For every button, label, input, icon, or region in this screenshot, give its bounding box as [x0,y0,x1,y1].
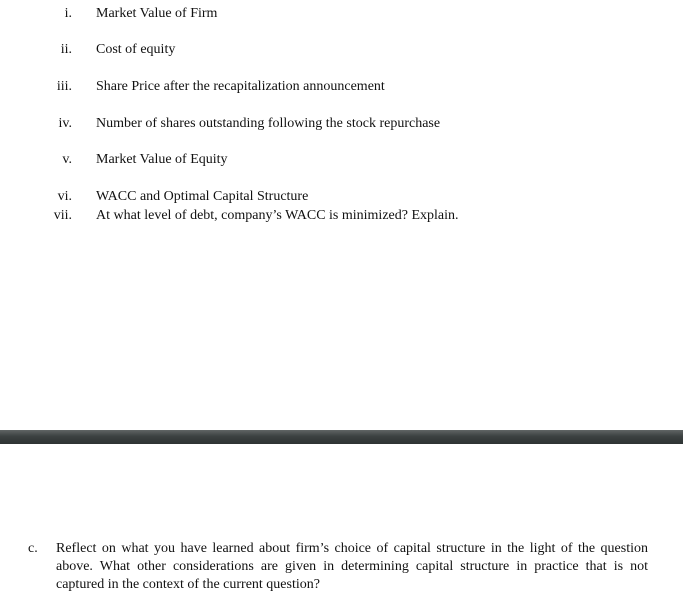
list-item [0,40,683,60]
list-item [0,4,683,24]
item-text: At what level of debt, company’s WACC is minimized? Explain. [96,208,459,223]
list-item [0,114,683,134]
list-item [0,206,683,226]
list-item [0,150,683,170]
list-item [0,187,683,207]
item-numeral: iv. [58,116,72,131]
question-letter: c. [28,541,38,556]
item-text: Number of shares outstanding following the stock repurchase [96,116,441,131]
item-numeral: ii. [60,42,72,57]
item-numeral: v. [62,152,72,167]
item-text: Cost of equity [96,42,176,57]
item-text: Share Price after the recapitalization announcement [96,79,385,94]
item-text: Market Value of Firm [96,6,218,21]
item-numeral: i. [64,6,72,21]
item-numeral: vi. [57,189,72,204]
list-item [0,77,683,97]
item-numeral: vii. [53,208,72,223]
item-text: Market Value of Equity [96,152,228,167]
section-divider [0,430,683,444]
item-numeral: iii. [56,79,72,94]
item-text: WACC and Optimal Capital Structure [96,189,309,204]
question-text: Reflect on what you have learned about firm’s choice of capital structure in the light of the question above. What other considerations are given in determining capital structure in practice that is not captured in the context of the current question? [56,541,648,592]
